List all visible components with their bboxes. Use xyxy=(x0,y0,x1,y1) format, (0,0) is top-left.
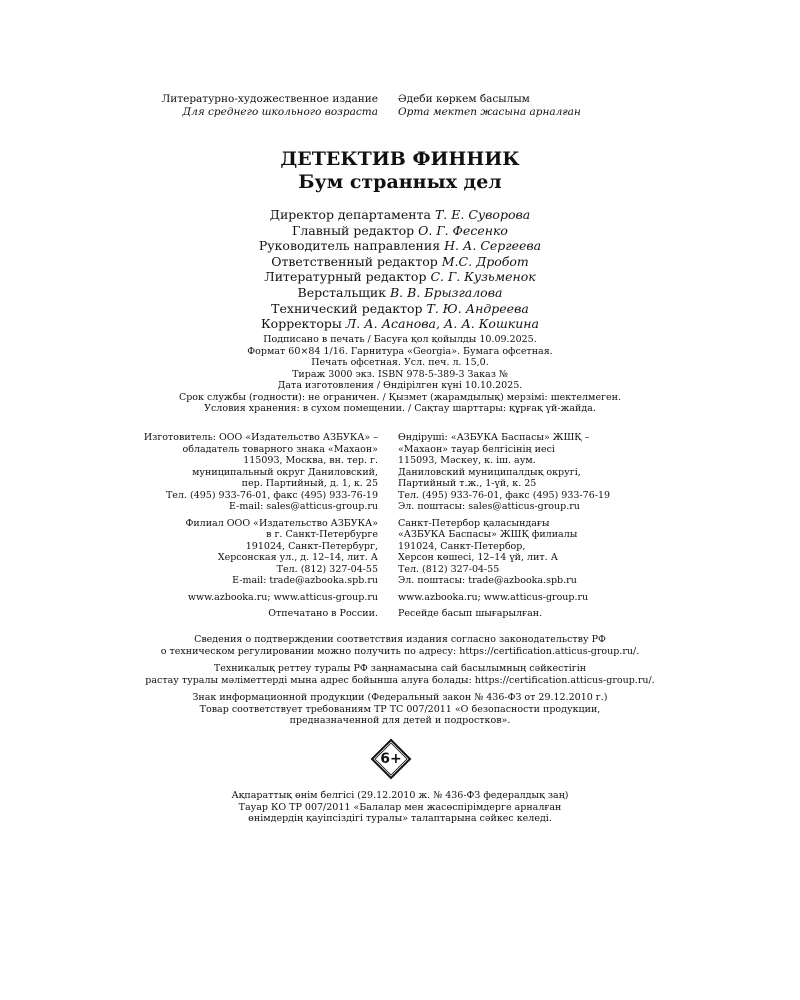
publisher-kz xyxy=(398,432,698,620)
publisher-line: Изготовитель: ООО «Издательство АЗБУКА» – xyxy=(143,432,378,443)
branch-line: Херсон көшесі, 12–14 үй, лит. А xyxy=(398,552,558,563)
print-line: Печать офсетная. Усл. печ. л. 15,0. xyxy=(311,357,489,368)
cert-line: предназначенной для детей и подростков». xyxy=(289,715,511,726)
branch-line: 191024, Санкт-Петербор, xyxy=(398,540,526,552)
print-line: Срок службы (годности): не ограничен. / Қызмет (жарамдылық) мерзімі: шектелмеген. xyxy=(178,391,622,403)
publisher-line: пер. Партийный, д. 1, к. 25 xyxy=(241,478,378,489)
staff-role: Главный редактор xyxy=(292,222,419,238)
staff-role: Руководитель направления xyxy=(258,238,445,254)
cert-line: Знак информационной продукции (Федеральный закон № 436-ФЗ от 29.12.2010 г.) xyxy=(192,692,608,703)
staff-role: Директор департамента xyxy=(269,207,435,222)
publisher-line: Өндіруші: «АЗБУКА Баспасы» ЖШҚ – xyxy=(398,432,590,443)
branch-line: 191024, Санкт-Петербург, xyxy=(245,540,378,552)
publisher-email: Эл. поштасы: sales@atticus-group.ru xyxy=(398,501,580,512)
staff-row xyxy=(0,207,800,223)
genre-ru: Литературно-художественное издание xyxy=(161,93,378,105)
staff-name: С. Г. Кузьменок xyxy=(430,269,536,285)
staff-row xyxy=(0,285,800,301)
footer-line: Ақпараттық өнім белгісі (29.12.2010 ж. № 436-ФЗ федералдық заң) xyxy=(231,790,569,801)
print-info xyxy=(0,334,800,415)
publisher-email: E-mail: sales@atticus-group.ru xyxy=(229,501,378,512)
cert-line: растау туралы мәліметтерді мына адрес бойынша алуға болады: https://certification.atticus-group.ru/. xyxy=(145,674,655,686)
publisher-line: Даниловский муниципалдық округі, xyxy=(398,466,581,478)
staff-row xyxy=(0,301,800,317)
branch-line: Филиал ООО «Издательство АЗБУКА» xyxy=(185,517,378,529)
print-line: Тираж 3000 экз. ISBN 978-5-389-3 Заказ № xyxy=(292,368,508,380)
book-title: Бум странных дел xyxy=(298,171,502,193)
branch-line: Херсонская ул., д. 12–14, лит. А xyxy=(217,552,378,563)
branch-line: Тел. (812) 327-04-55 xyxy=(276,563,378,575)
printed-in: Отпечатано в России. xyxy=(268,608,378,619)
staff-row xyxy=(0,316,800,332)
print-line: Формат 60×84 1/16. Гарнитура «Georgia». Бумага офсетная. xyxy=(247,345,553,357)
staff-role: Ответственный редактор xyxy=(271,253,442,269)
publisher-line: обладатель товарного знака «Махаон» xyxy=(182,443,378,455)
staff-name: Т. Ю. Андреева xyxy=(426,300,529,316)
publisher-ru xyxy=(110,432,378,620)
staff-name: В. В. Брызгалова xyxy=(390,284,503,300)
branch-line: «АЗБУКА Баспасы» ЖШҚ филиалы xyxy=(398,529,578,540)
age-group-ru: Для среднего школьного возраста xyxy=(182,105,378,118)
cert-line: Техникалық реттеу туралы РФ заңнамасына сай басылымның сәйкестігін xyxy=(213,663,587,674)
title-block xyxy=(0,148,800,194)
staff-row xyxy=(0,269,800,285)
printed-in: Ресейде басып шығарылған. xyxy=(398,608,543,619)
staff-name: Т. Е. Суворова xyxy=(434,207,531,222)
certification-block xyxy=(0,634,800,727)
footer-block xyxy=(0,790,800,825)
header-right xyxy=(398,93,698,118)
staff-row xyxy=(0,254,800,270)
cert-line: Сведения о подтверждении соответствия издания согласно законодательству РФ xyxy=(194,634,606,645)
genre-kz: Әдеби көркем басылым xyxy=(398,93,530,105)
print-line: Дата изготовления / Өндірілген күні 10.10.2025. xyxy=(277,380,523,391)
staff-list xyxy=(0,207,800,332)
staff-name: О. Г. Фесенко xyxy=(418,222,508,238)
publisher-line: 115093, Мәскеу, к. іш. аум. xyxy=(398,455,536,466)
branch-email: E-mail: trade@azbooka.spb.ru xyxy=(232,575,378,586)
publisher-line: 115093, Москва, вн. тер. г. xyxy=(243,455,378,466)
print-line: Условия хранения: в сухом помещении. / Сақтау шарттары: құрғақ үй-жайда. xyxy=(204,403,596,414)
age-group-kz: Орта мектеп жасына арналған xyxy=(398,105,581,118)
series-title: ДЕТЕКТИВ ФИННИК xyxy=(280,148,520,170)
staff-name: Л. А. Асанова, А. А. Кошкина xyxy=(345,316,539,332)
staff-row xyxy=(0,238,800,254)
footer-line: өнімдердің қауіпсіздігі туралы» талаптарына сәйкес келеді. xyxy=(248,813,552,824)
staff-name: М.С. Дробот xyxy=(441,253,529,269)
print-line: Подписано в печать / Басуға қол қойылды 10.09.2025. xyxy=(263,334,537,345)
branch-email: Эл. поштасы: trade@azbooka.spb.ru xyxy=(398,575,577,586)
publisher-line: Тел. (495) 933-76-01, факс (495) 933-76-19 xyxy=(165,489,378,501)
publisher-line: муниципальный округ Даниловский, xyxy=(192,466,378,478)
staff-role: Технический редактор xyxy=(271,300,427,316)
branch-line: в г. Санкт-Петербурге xyxy=(266,529,378,540)
branch-line: Тел. (812) 327-04-55 xyxy=(398,563,500,575)
header-left xyxy=(110,93,378,118)
age-rating: 6+ xyxy=(380,751,402,767)
publisher-line: «Махаон» тауар белгісінің иесі xyxy=(398,443,555,455)
branch-line: Санкт-Петербор қаласындағы xyxy=(398,517,550,529)
website-link: www.azbooka.ru; www.atticus-group.ru xyxy=(398,591,589,603)
cert-line: Товар соответствует требованиям ТР ТС 007/2011 «О безопасности продукции, xyxy=(199,703,601,715)
staff-role: Литературный редактор xyxy=(264,269,431,285)
website-link: www.azbooka.ru; www.atticus-group.ru xyxy=(187,591,378,603)
staff-role: Верстальщик xyxy=(297,284,390,300)
staff-name: Н. А. Сергеева xyxy=(444,238,542,254)
cert-line: о техническом регулировании можно получить по адресу: https://certification.atticus-group.ru/. xyxy=(160,645,640,657)
publisher-line: Тел. (495) 933-76-01, факс (495) 933-76-19 xyxy=(398,489,611,501)
footer-line: Тауар КО ТР 007/2011 «Балалар мен жасөспірімдерге арналған xyxy=(238,801,562,813)
staff-role: Корректоры xyxy=(261,316,346,332)
publisher-line: Партийный т.ж., 1-үй, к. 25 xyxy=(398,478,537,489)
staff-row xyxy=(0,223,800,239)
